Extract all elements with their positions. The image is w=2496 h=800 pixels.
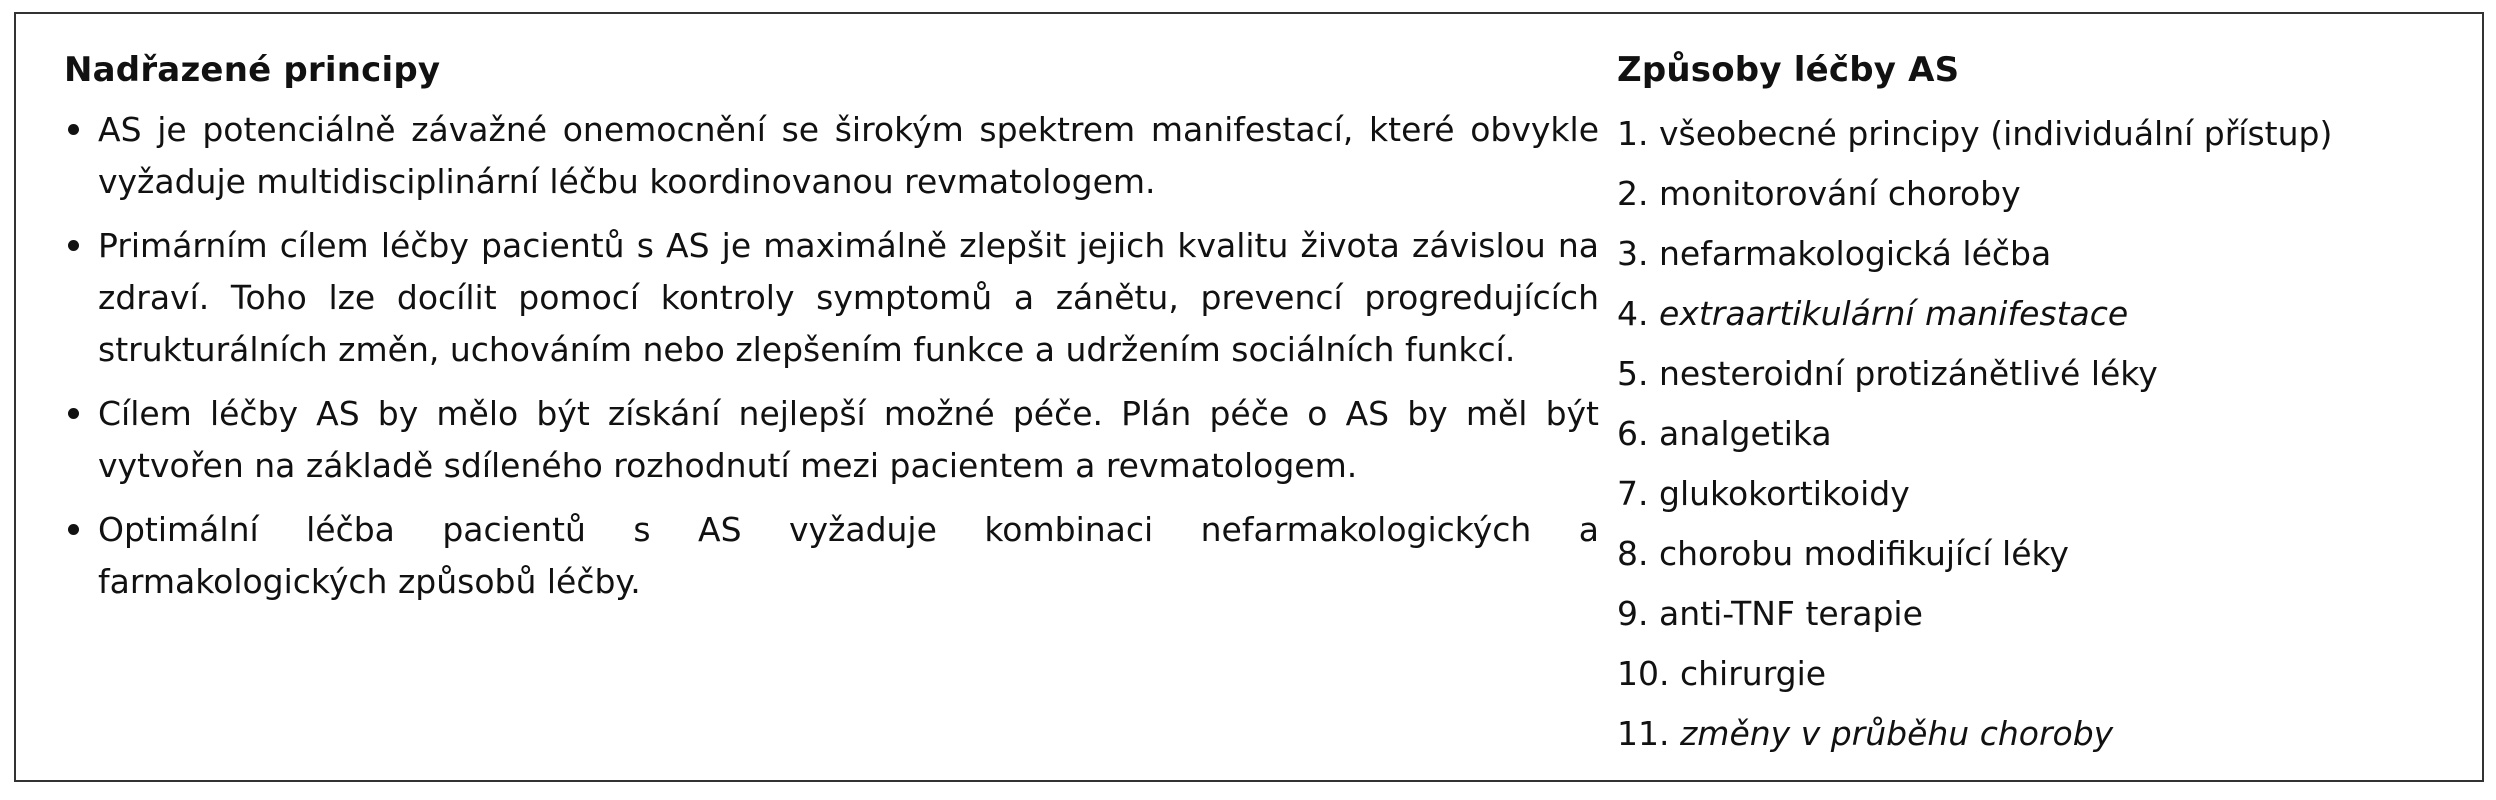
bullet-icon [68, 524, 79, 535]
principle-item [64, 104, 1599, 208]
method-number: 1. [1617, 114, 1649, 153]
method-label: monitorování choroby [1659, 174, 2021, 213]
methods-list [1617, 104, 2457, 764]
principles-list [64, 104, 1599, 608]
method-number: 8. [1617, 534, 1649, 573]
principles-heading: Nadřazené principy [64, 50, 441, 90]
method-item [1617, 644, 2457, 704]
principle-text: Optimální léčba pacientů s AS vyžaduje kombinaci nefarmakologických a farmakologických způsobů léčby. [98, 510, 1599, 601]
method-item [1617, 524, 2457, 584]
principle-text: AS je potenciálně závažné onemocnění se širokým spektrem manifestací, které obvykle vyžaduje multidisciplinární léčbu koordinovanou revmatologem. [98, 110, 1599, 201]
principles-column [64, 42, 1599, 620]
method-number: 6. [1617, 414, 1649, 453]
bullet-icon [68, 240, 79, 251]
method-number: 9. [1617, 594, 1649, 633]
method-label: extraartikulární manifestace [1659, 294, 2129, 333]
method-label: všeobecné principy (individuální přístup) [1659, 114, 2333, 153]
method-item [1617, 344, 2457, 404]
method-item [1617, 164, 2457, 224]
method-label: glukokortikoidy [1659, 474, 1910, 513]
method-item [1617, 584, 2457, 644]
method-label: nesteroidní protizánětlivé léky [1659, 354, 2158, 393]
method-label: chirurgie [1679, 654, 1827, 693]
principle-text: Primárním cílem léčby pacientů s AS je maximálně zlepšit jejich kvalitu života závislou na zdraví. Toho lze docílit pomocí kontroly symptomů a zánětu, prevencí progredujících strukturálních změn, uchováním nebo zlepšením funkce a udržením sociálních funkcí. [98, 226, 1599, 369]
method-number: 10. [1617, 654, 1670, 693]
principle-text: Cílem léčby AS by mělo být získání nejlepší možné péče. Plán péče o AS by měl být vytvořen na základě sdíleného rozhodnutí mezi pacientem a revmatologem. [98, 394, 1599, 485]
method-label: změny v průběhu choroby [1679, 714, 2114, 753]
method-item [1617, 404, 2457, 464]
principle-item [64, 388, 1599, 492]
principle-item [64, 220, 1599, 376]
treatment-methods-column [1617, 42, 2457, 764]
method-item [1617, 104, 2457, 164]
method-number: 4. [1617, 294, 1649, 333]
method-label: analgetika [1659, 414, 1832, 453]
method-item [1617, 704, 2457, 764]
method-label: anti-TNF terapie [1659, 594, 1923, 633]
method-item [1617, 284, 2457, 344]
method-number: 11. [1617, 714, 1670, 753]
method-label: chorobu modifikující léky [1659, 534, 2069, 573]
bullet-icon [68, 408, 79, 419]
method-number: 3. [1617, 234, 1649, 273]
methods-heading: Způsoby léčby AS [1617, 50, 1960, 90]
table-frame [14, 12, 2484, 782]
method-number: 2. [1617, 174, 1649, 213]
method-number: 5. [1617, 354, 1649, 393]
method-item [1617, 224, 2457, 284]
method-number: 7. [1617, 474, 1649, 513]
method-item [1617, 464, 2457, 524]
bullet-icon [68, 124, 79, 135]
method-label: nefarmakologická léčba [1659, 234, 2052, 273]
principle-item [64, 504, 1599, 608]
